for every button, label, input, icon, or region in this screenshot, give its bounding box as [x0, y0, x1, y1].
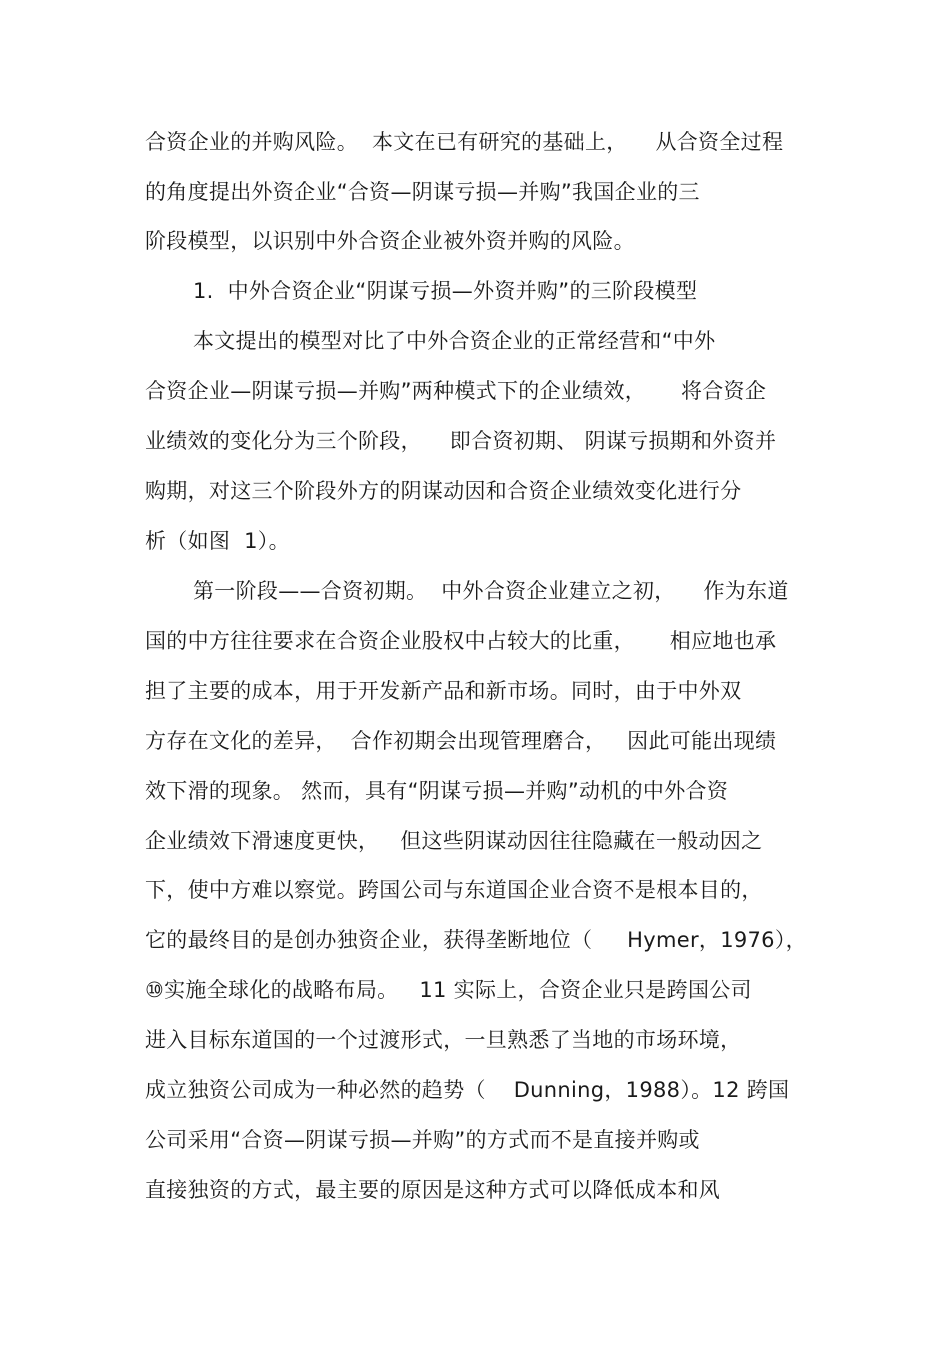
text-line: 本文提出的模型对比了中外合资企业的正常经营和“中外: [193, 329, 716, 353]
text-line: 公司采用“合资—阴谋亏损—并购”的方式而不是直接并购或: [145, 1128, 700, 1152]
text-line: 阶段模型，以识别中外合资企业被外资并购的风险。: [145, 229, 635, 253]
text-line: 合资企业的并购风险。 本文在已有研究的基础上， 从合资全过程: [145, 130, 784, 154]
text-line: 方存在文化的差异， 合作初期会出现管理磨合， 因此可能出现绩: [145, 729, 777, 753]
text-line: ⑩实施全球化的战略布局。 11 实际上，合资企业只是跨国公司: [145, 978, 752, 1002]
text-line: 进入目标东道国的一个过渡形式，一旦熟悉了当地的市场环境，: [145, 1028, 742, 1052]
text-line: 它的最终目的是创办独资企业，获得垄断地位（ Hymer，1976），: [145, 928, 807, 952]
text-line: 效下滑的现象。 然而，具有“阴谋亏损—并购”动机的中外合资: [145, 779, 729, 803]
text-line: 的角度提出外资企业“合资—阴谋亏损—并购”我国企业的三: [145, 180, 700, 204]
text-line: 析（如图 1）。: [145, 529, 290, 553]
text-line: 下，使中方难以察觉。跨国公司与东道国企业合资不是根本目的，: [145, 878, 763, 902]
text-line: 合资企业—阴谋亏损—并购”两种模式下的企业绩效， 将合资企: [145, 379, 767, 403]
text-line: 第一阶段——合资初期。 中外合资企业建立之初， 作为东道: [193, 579, 789, 603]
text-line: 直接独资的方式，最主要的原因是这种方式可以降低成本和风: [145, 1178, 721, 1202]
text-line: 业绩效的变化分为三个阶段， 即合资初期、 阴谋亏损期和外资并: [145, 429, 777, 453]
text-line: 国的中方往往要求在合资企业股权中占较大的比重， 相应地也承: [145, 629, 777, 653]
text-line: 成立独资公司成为一种必然的趋势（ Dunning，1988）。12 跨国: [145, 1078, 790, 1102]
text-line: 企业绩效下滑速度更快， 但这些阴谋动因往往隐藏在一般动因之: [145, 829, 763, 853]
text-line: 担了主要的成本，用于开发新产品和新市场。同时，由于中外双: [145, 679, 742, 703]
section-heading: 1. 中外合资企业“阴谋亏损—外资并购”的三阶段模型: [193, 279, 698, 303]
text-line: 购期，对这三个阶段外方的阴谋动因和合资企业绩效变化进行分: [145, 479, 742, 503]
